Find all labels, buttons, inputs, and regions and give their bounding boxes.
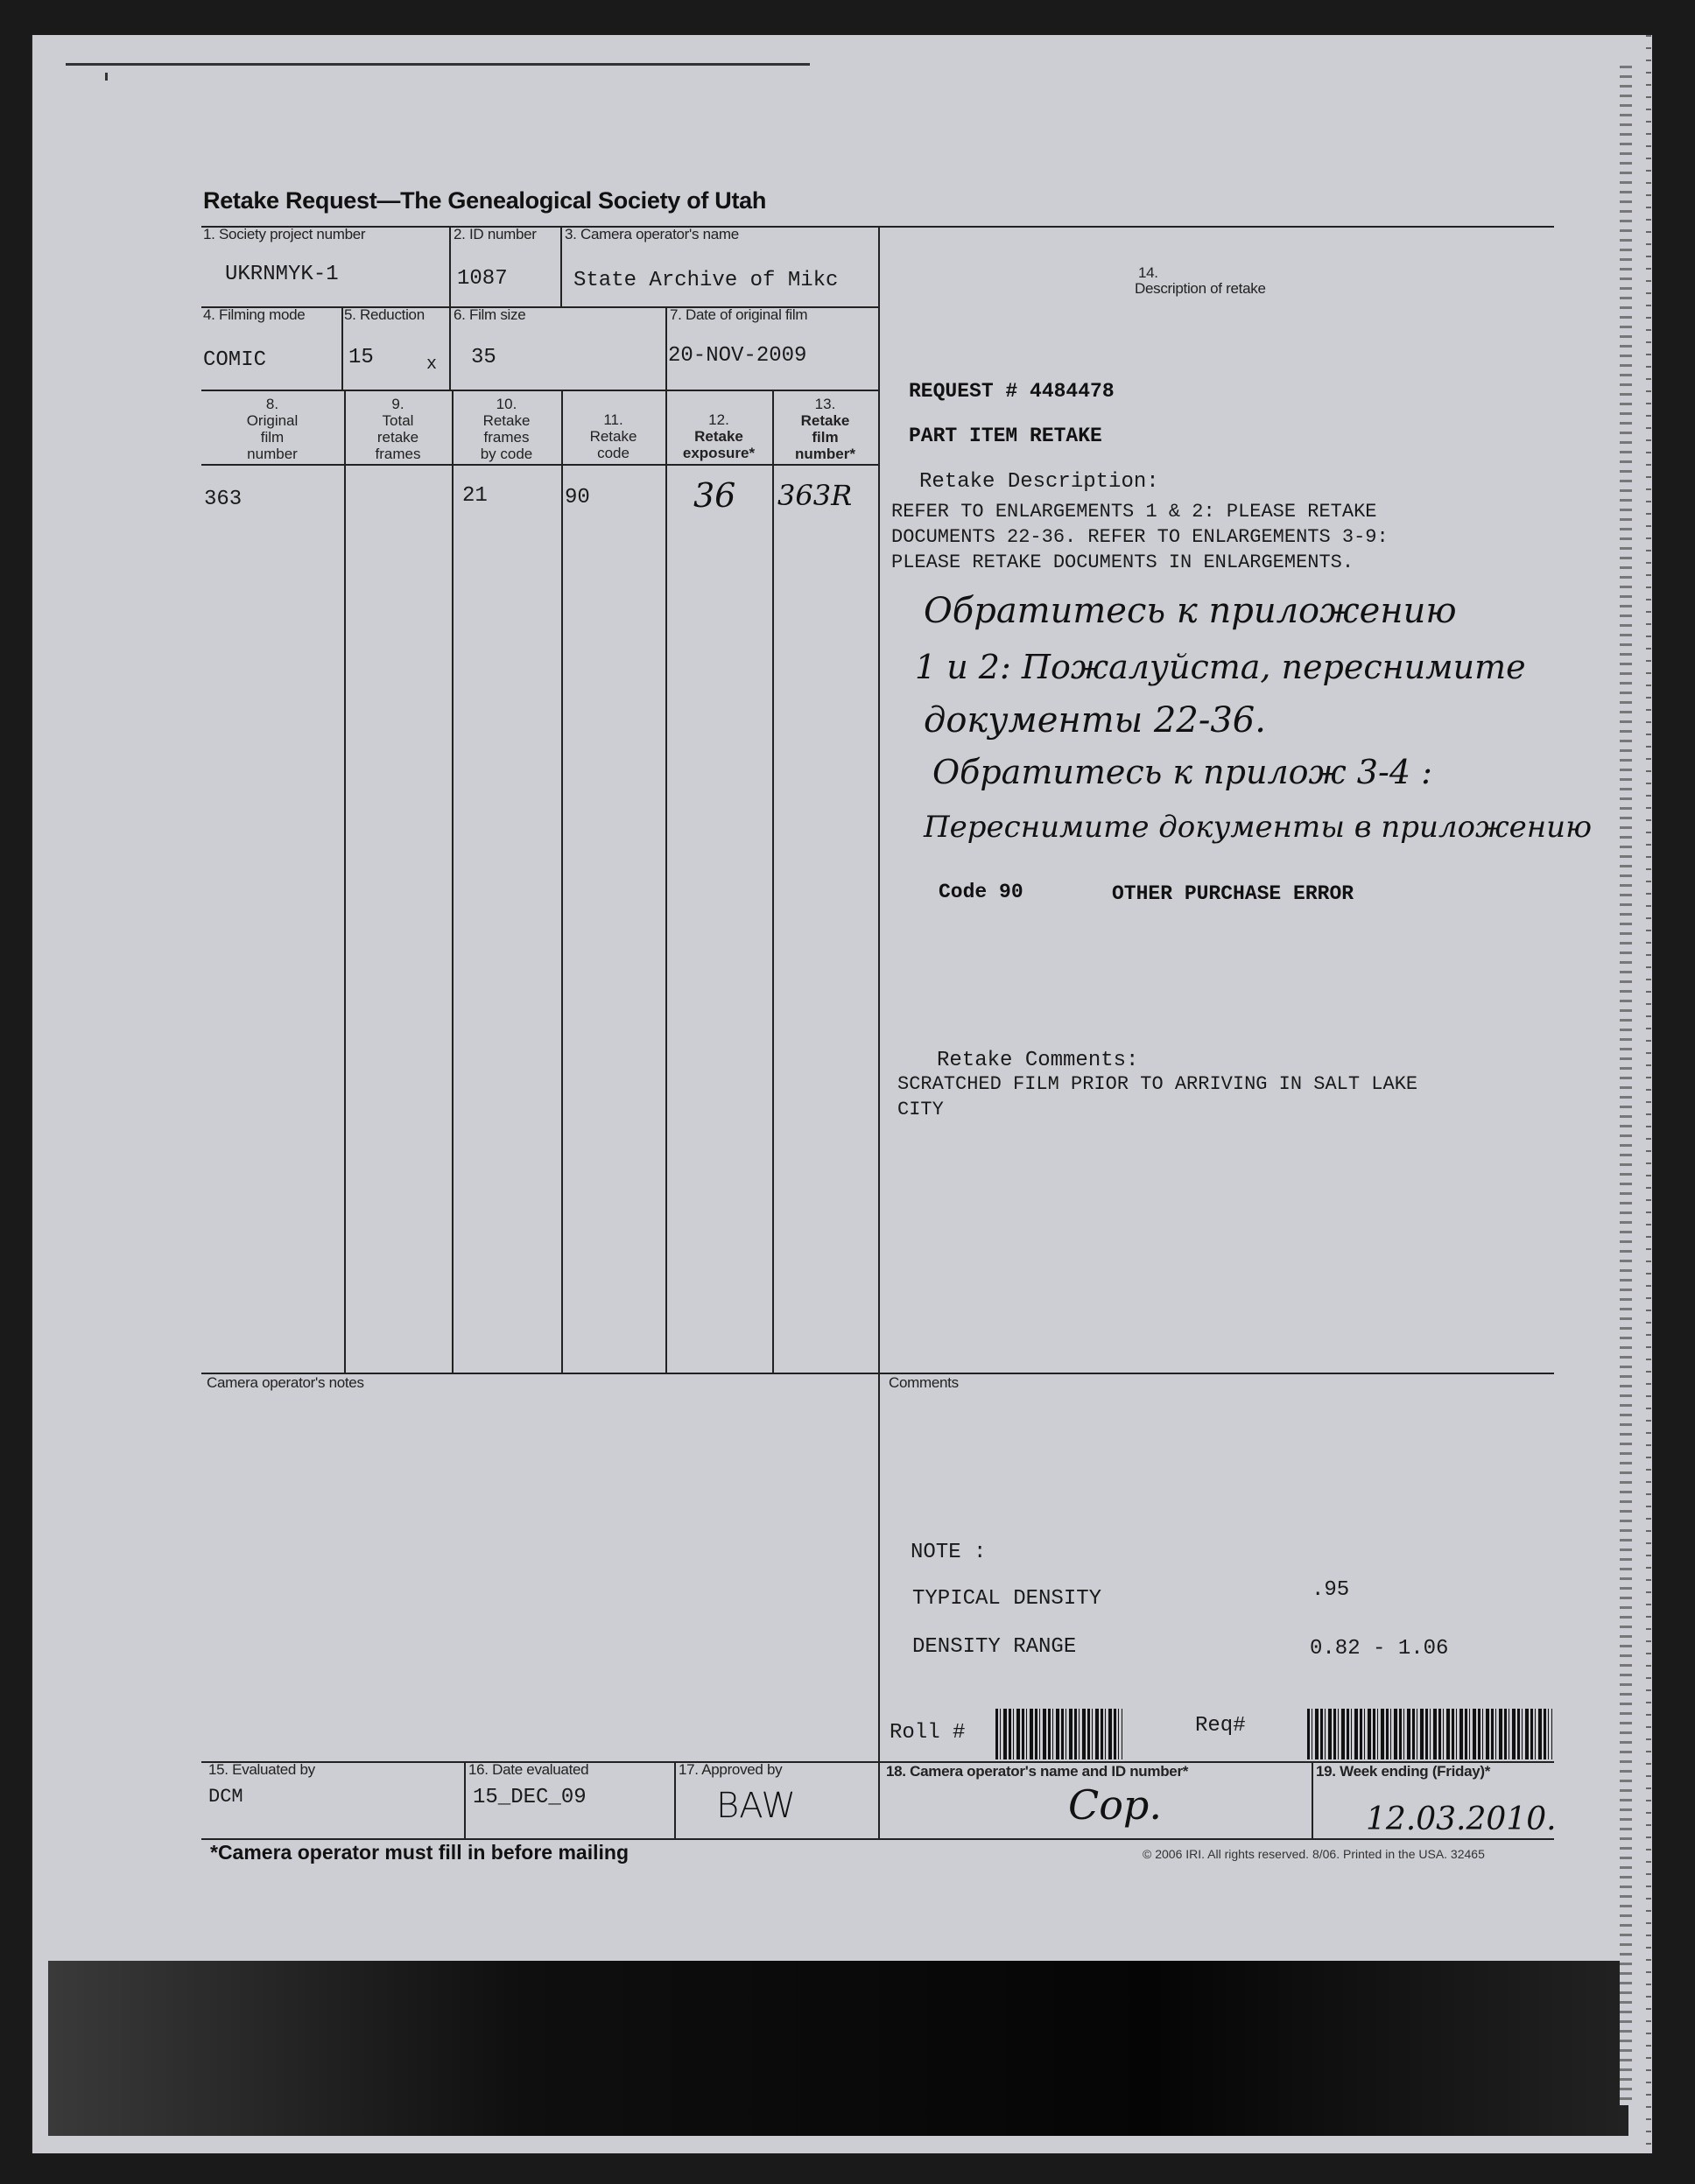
- rule: [344, 390, 346, 1373]
- rule: [560, 226, 562, 306]
- typical-density-value: .95: [1312, 1578, 1350, 1602]
- req-label: Req#: [1195, 1714, 1246, 1738]
- form-title: Retake Request—The Genealogical Society of Utah: [203, 187, 767, 214]
- value-date-original: 20-NOV-2009: [668, 344, 807, 368]
- handwritten-line: документы 22-36.: [924, 700, 1266, 741]
- mailing-note: *Camera operator must fill in before mailing: [210, 1841, 629, 1864]
- edge-perforation-strip: [1646, 35, 1651, 2153]
- retake-description-label: Retake Description:: [919, 470, 1159, 494]
- roll-barcode: [995, 1709, 1122, 1759]
- retake-description-line: REFER TO ENLARGEMENTS 1 & 2: PLEASE RETAKE: [891, 501, 1377, 523]
- value-week-ending: 12.03.2010.: [1366, 1801, 1557, 1837]
- col-retake-exposure: 12. Retake exposure*: [682, 411, 756, 461]
- value-camera-operator: State Archive of Mikc: [573, 269, 839, 292]
- copyright: © 2006 IRI. All rights reserved. 8/06. Printed in the USA. 32465: [1143, 1847, 1485, 1861]
- rule: [449, 226, 451, 306]
- code-text: OTHER PURCHASE ERROR: [1112, 882, 1354, 905]
- label-approved-by: 17. Approved by: [679, 1761, 783, 1778]
- rule: [665, 390, 667, 1373]
- col-retake-code: 11. Retake code: [589, 411, 637, 461]
- value-reduction-x: x: [426, 355, 438, 375]
- value-society-project: UKRNMYK-1: [225, 263, 339, 286]
- value-date-evaluated: 15_DEC_09: [473, 1786, 587, 1809]
- label-date-original: 7. Date of original film: [670, 306, 808, 323]
- col-total-retake: 9. Total retake frames: [375, 396, 421, 462]
- value-filming-mode: COMIC: [203, 348, 267, 372]
- value-approved-by: BAW: [716, 1786, 796, 1826]
- retake-description-line: DOCUMENTS 22-36. REFER TO ENLARGEMENTS 3-9:: [891, 526, 1389, 548]
- rule: [452, 390, 454, 1373]
- rule: [201, 1838, 1554, 1840]
- top-tick-mark: [105, 73, 108, 81]
- label-evaluated-by: 15. Evaluated by: [208, 1761, 315, 1778]
- label-comments: Comments: [889, 1374, 959, 1391]
- rule: [449, 306, 451, 390]
- request-number: REQUEST # 4484478: [909, 380, 1115, 403]
- label-operator-name-id: 18. Camera operator's name and ID number*: [886, 1763, 1189, 1780]
- retake-comments-label: Retake Comments:: [937, 1049, 1139, 1072]
- label-camera-operator: 3. Camera operator's name: [565, 226, 739, 242]
- col-frames-by-code: 10. Retake frames by code: [480, 396, 533, 462]
- code-label: Code 90: [939, 881, 1023, 903]
- retake-description-line: PLEASE RETAKE DOCUMENTS IN ENLARGEMENTS.: [891, 551, 1354, 573]
- rule: [878, 226, 880, 1838]
- handwritten-line: 1 и 2: Пожалуйста, переснимите: [915, 648, 1526, 686]
- value-retake-code: 90: [565, 486, 590, 509]
- value-reduction: 15: [348, 346, 374, 369]
- scan-shadow-band: [48, 1961, 1628, 2136]
- label-description: Description of retake: [1135, 280, 1266, 297]
- label-filming-mode: 4. Filming mode: [203, 306, 306, 323]
- operator-signature: Cop.: [1068, 1781, 1162, 1829]
- handwritten-line: Обратитесь к прилож 3-4 :: [932, 753, 1432, 791]
- label-id-number: 2. ID number: [454, 226, 537, 242]
- rule: [464, 1761, 466, 1838]
- rule: [772, 390, 774, 1373]
- top-rule: [66, 63, 810, 66]
- handwritten-line: Обратитесь к приложению: [924, 591, 1457, 631]
- value-original-film-number: 363: [204, 488, 243, 511]
- film-perforation-strip: [1620, 66, 1632, 2105]
- typical-density-label: TYPICAL DENSITY: [912, 1587, 1102, 1611]
- req-barcode: [1307, 1709, 1552, 1759]
- rule: [341, 306, 343, 390]
- value-id-number: 1087: [457, 267, 508, 291]
- rule: [201, 390, 878, 391]
- col-retake-film-number: 13. Retake film number*: [795, 396, 855, 462]
- value-retake-frames-by-code: 21: [462, 484, 488, 508]
- rule: [665, 306, 667, 390]
- label-description-num: 14.: [1138, 264, 1158, 281]
- part-item-retake: PART ITEM RETAKE: [909, 425, 1102, 447]
- handwritten-line: Переснимите документы в приложению: [924, 810, 1593, 845]
- retake-comments-line: SCRATCHED FILM PRIOR TO ARRIVING IN SALT LAKE: [897, 1073, 1418, 1095]
- label-date-evaluated: 16. Date evaluated: [468, 1761, 589, 1778]
- label-reduction: 5. Reduction: [344, 306, 425, 323]
- rule: [674, 1761, 676, 1838]
- retake-comments-line: CITY: [897, 1099, 944, 1120]
- density-range-value: 0.82 - 1.06: [1310, 1637, 1449, 1661]
- label-operator-notes: Camera operator's notes: [207, 1374, 364, 1391]
- value-evaluated-by: DCM: [208, 1786, 243, 1808]
- col-original-film: 8. Original film number: [246, 396, 299, 462]
- value-retake-exposure: 36: [693, 476, 736, 515]
- label-film-size: 6. Film size: [454, 306, 526, 323]
- density-range-label: DENSITY RANGE: [912, 1635, 1077, 1659]
- value-retake-film-number: 363R: [777, 479, 853, 512]
- note-label: NOTE :: [911, 1541, 987, 1564]
- roll-label: Roll #: [890, 1721, 966, 1745]
- value-film-size: 35: [471, 346, 496, 369]
- rule: [1312, 1761, 1313, 1838]
- rule: [561, 390, 563, 1373]
- label-week-ending: 19. Week ending (Friday)*: [1316, 1763, 1491, 1780]
- rule: [201, 464, 878, 466]
- label-society-project: 1. Society project number: [203, 226, 366, 242]
